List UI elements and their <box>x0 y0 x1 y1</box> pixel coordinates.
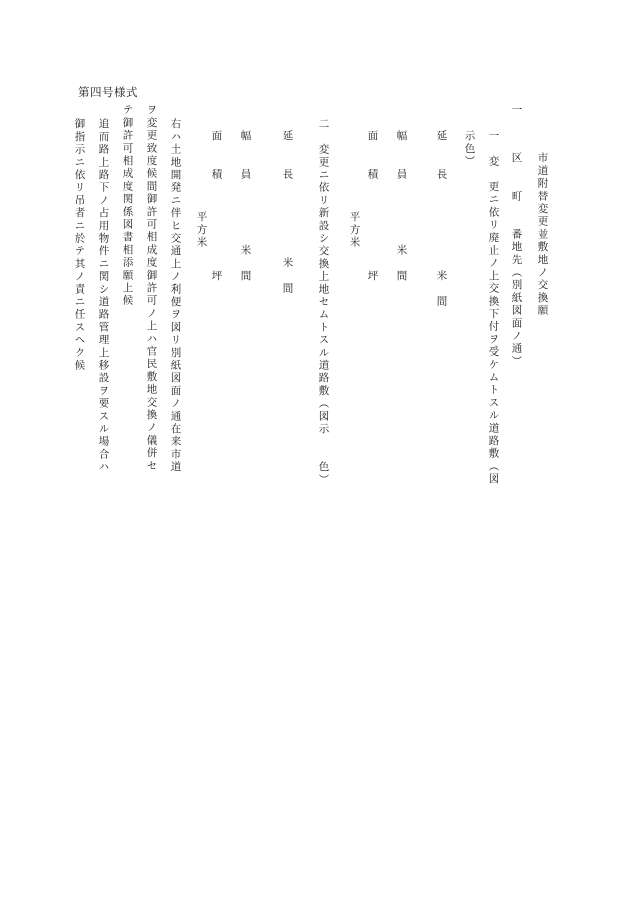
body-paragraph-line3: テ御許可相成度関係図書相添願上候 <box>121 104 134 308</box>
item1-area-row: 面 積 坪 <box>366 130 379 283</box>
item1-area-unit: 平方米 <box>348 211 361 250</box>
item1-marker: 一 <box>510 104 523 117</box>
item1-address-line: 区 町 番地先（別紙図面ノ通） <box>510 152 523 368</box>
item1-description-line2: 示色） <box>463 130 476 169</box>
body-paragraph-line2: ヲ変更致度候間御許可相成度御許可ノ上ハ官民敷地交換ノ儀併セ <box>145 104 158 473</box>
item1-width-row: 幅 員 米 間 <box>395 130 408 283</box>
body-paragraph-line4: 追而路上路下ノ占用物件ニ関シ道路管理上移設ヲ要スル場合ハ <box>97 118 110 474</box>
body-paragraph-line5: 御指示ニ依リ吊者ニ於テ其ノ責ニ任スヘク候 <box>73 118 86 372</box>
item2-length-row: 延 長 米 間 <box>281 130 294 296</box>
item1-description-line1: 一 変 更ニ依リ廃止ノ上交換下付ヲ受ケムトスル道路敷（図 <box>487 130 500 486</box>
item1-length-row: 延 長 米 間 <box>435 130 448 308</box>
form-number-label: 第四号様式 <box>78 85 138 99</box>
item2-area-row: 面 積 坪 <box>210 130 223 283</box>
body-paragraph-line1: 右ハ土地開発ニ伴ヒ交通上ノ利便ヲ図リ別紙図面ノ通在来市道 <box>169 118 182 474</box>
document-title: 市道附替変更並敷地ノ交換願 <box>536 152 549 318</box>
item2-area-unit: 平方米 <box>195 211 208 250</box>
item2-width-row: 幅 員 米 間 <box>239 130 252 283</box>
item2-description-line: 二 変更ニ依リ新設シ交換上地セムトスル道路敷（図示 色） <box>317 118 330 487</box>
